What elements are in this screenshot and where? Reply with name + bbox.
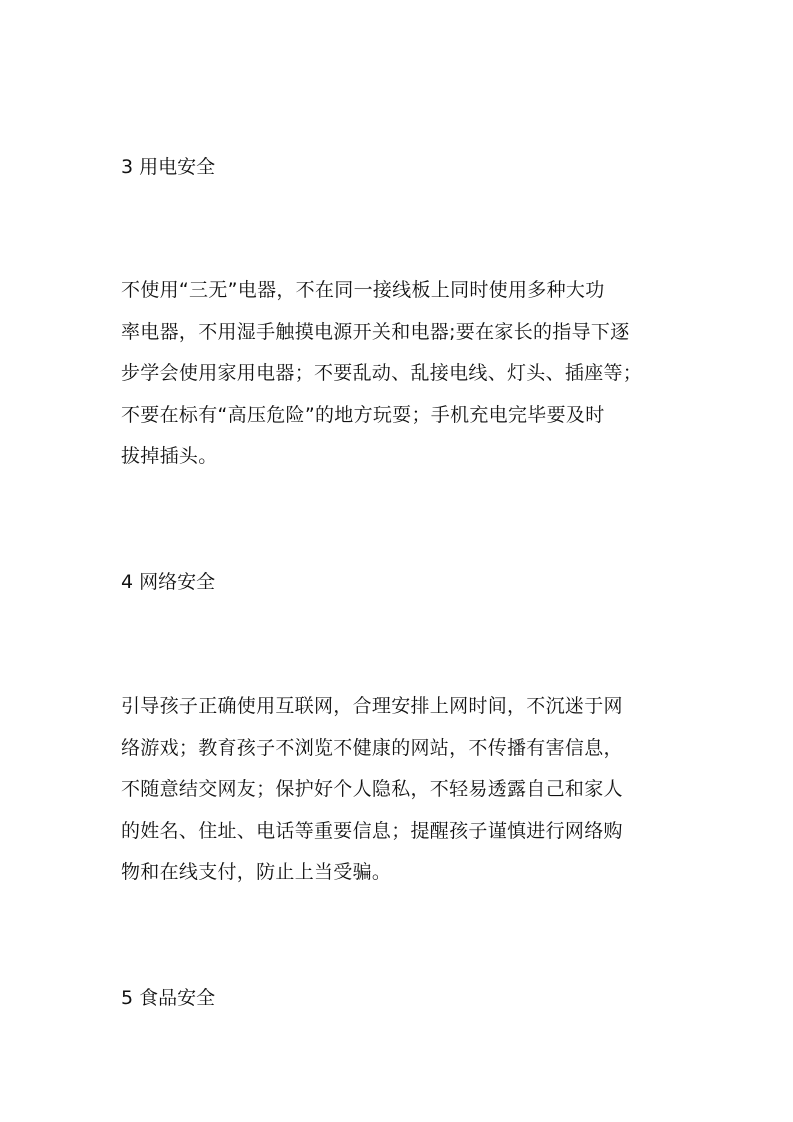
section-heading-electrical-safety: 3 用电安全 — [121, 156, 216, 178]
paragraph-line: 络游戏；教育孩子不浏览不健康的网站，不传播有害信息， — [121, 736, 623, 759]
paragraph-line: 率电器，不用湿手触摸电源开关和电器;要在家长的指导下逐 — [121, 320, 630, 343]
paragraph-line: 步学会使用家用电器；不要乱动、乱接电线、灯头、插座等； — [121, 362, 643, 384]
paragraph-line: 引导孩子正确使用互联网，合理安排上网时间，不沉迷于网 — [121, 695, 623, 717]
paragraph-electrical-safety — [121, 270, 687, 478]
paragraph-line: 拔掉插头。 — [121, 445, 218, 467]
paragraph-network-safety — [121, 686, 687, 894]
paragraph-line: 不要在标有“高压危险”的地方玩耍；手机充电完毕要及时 — [121, 403, 605, 426]
paragraph-line: 不使用“三无”电器，不在同一接线板上同时使用多种大功 — [121, 279, 605, 301]
paragraph-line: 的姓名、住址、电话等重要信息；提醒孩子谨慎进行网络购 — [121, 819, 623, 842]
section-heading-network-safety: 4 网络安全 — [121, 571, 216, 593]
paragraph-line: 物和在线支付，防止上当受骗。 — [121, 861, 392, 883]
paragraph-line: 不随意结交网友；保护好个人隐私，不轻易透露自己和家人 — [121, 778, 623, 800]
section-heading-food-safety: 5 食品安全 — [121, 987, 216, 1009]
